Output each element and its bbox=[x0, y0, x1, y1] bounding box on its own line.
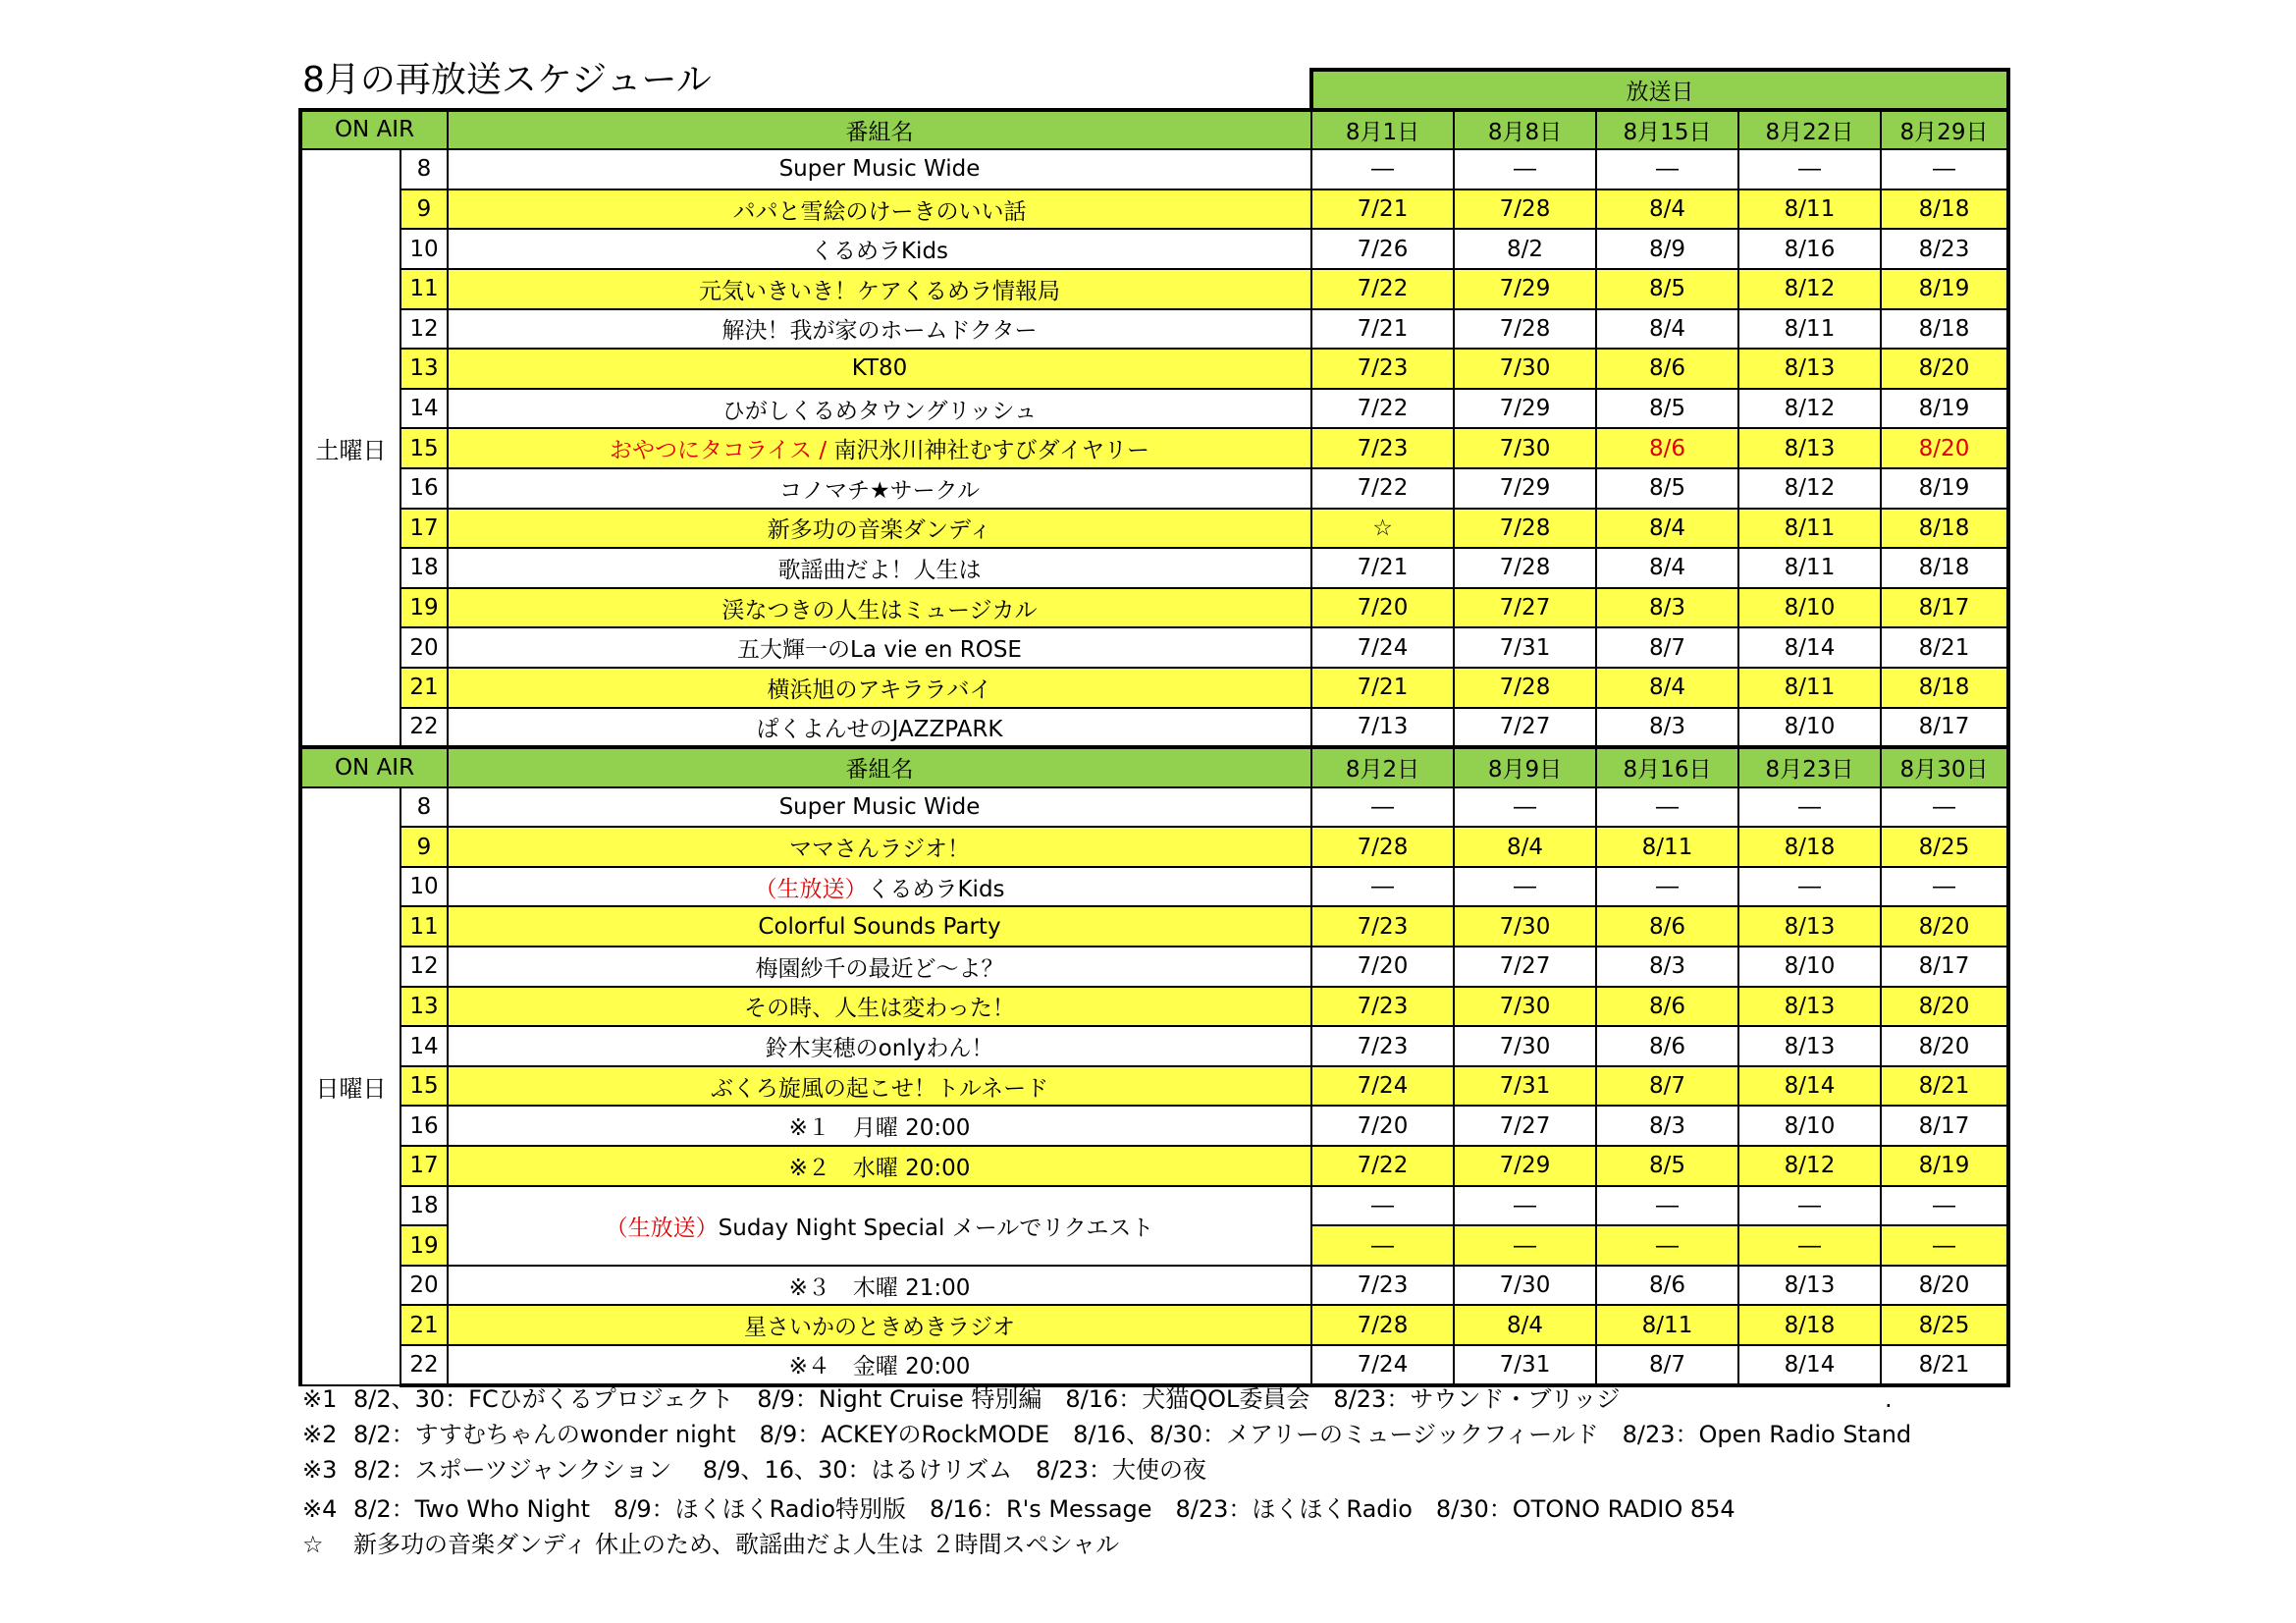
hour-cell: 19 bbox=[400, 1225, 448, 1266]
date-cell: 8/5 bbox=[1596, 468, 1738, 509]
program-name: 五大輝一のLa vie en ROSE bbox=[737, 637, 1022, 664]
date-cell: 7/21 bbox=[1311, 309, 1454, 350]
date-cell: ― bbox=[1738, 787, 1881, 828]
date-cell: ― bbox=[1881, 787, 2008, 828]
hour-cell: 15 bbox=[400, 1066, 448, 1107]
date-cell: 7/22 bbox=[1311, 468, 1454, 509]
on-air-header: ON AIR bbox=[300, 747, 448, 787]
program-cell bbox=[448, 1066, 1311, 1107]
footnote-line bbox=[302, 1492, 1735, 1526]
program-name: 横浜旭のアキララバイ bbox=[767, 676, 992, 703]
date-cell: 8/18 bbox=[1738, 1305, 1881, 1345]
date-cell: 8/13 bbox=[1738, 906, 1881, 947]
date-cell: 7/20 bbox=[1311, 1106, 1454, 1146]
program-cell bbox=[448, 787, 1311, 828]
date-cell: 7/29 bbox=[1454, 468, 1596, 509]
date-cell: 7/21 bbox=[1311, 668, 1454, 708]
date-cell: 8/13 bbox=[1738, 428, 1881, 468]
date-cell: 8/20 bbox=[1881, 906, 2008, 947]
date-cell: 8/11 bbox=[1738, 509, 1881, 549]
date-cell: 8/6 bbox=[1596, 1026, 1738, 1066]
footnote-text: 8/2：すすむちゃんのwonder night 8/9：ACKEYのRockMODE 8/16、8/30：メアリーのミュージックフィールド 8/23：Open Radio Stand bbox=[353, 1421, 1912, 1448]
date-cell: ― bbox=[1738, 1225, 1881, 1266]
date-cell: 8/12 bbox=[1738, 389, 1881, 429]
footnote-line bbox=[302, 1528, 1119, 1561]
date-cell: 8/6 bbox=[1596, 987, 1738, 1027]
date-header: 8月15日 bbox=[1596, 110, 1738, 150]
date-cell: 8/21 bbox=[1881, 627, 2008, 668]
program-name: ※３ 木曜 21:00 bbox=[788, 1274, 971, 1301]
date-cell: 7/30 bbox=[1454, 906, 1596, 947]
date-cell: 8/6 bbox=[1596, 428, 1738, 468]
date-cell: ― bbox=[1738, 149, 1881, 189]
date-cell: ― bbox=[1596, 787, 1738, 828]
date-cell: 7/22 bbox=[1311, 1146, 1454, 1186]
hour-cell: 18 bbox=[400, 1186, 448, 1226]
date-cell: 7/26 bbox=[1311, 229, 1454, 269]
hour-cell: 9 bbox=[400, 189, 448, 230]
date-cell: 8/9 bbox=[1596, 229, 1738, 269]
date-cell: 8/10 bbox=[1738, 588, 1881, 628]
date-cell: ― bbox=[1881, 867, 2008, 907]
program-name: 星さいかのときめきラジオ bbox=[744, 1315, 1015, 1341]
date-cell: 7/23 bbox=[1311, 1026, 1454, 1066]
date-cell: 7/24 bbox=[1311, 1066, 1454, 1107]
program-cell bbox=[448, 189, 1311, 230]
hour-cell: 16 bbox=[400, 1106, 448, 1146]
date-cell: 7/22 bbox=[1311, 269, 1454, 309]
program-cell bbox=[448, 588, 1311, 628]
date-cell: ― bbox=[1454, 149, 1596, 189]
date-cell: 8/21 bbox=[1881, 1066, 2008, 1107]
hour-cell: 22 bbox=[400, 1345, 448, 1385]
date-cell: 7/27 bbox=[1454, 1106, 1596, 1146]
program-cell bbox=[448, 1026, 1311, 1066]
program-name: くるめラKids bbox=[810, 239, 949, 265]
date-cell: ― bbox=[1881, 1186, 2008, 1226]
date-header: 8月29日 bbox=[1881, 110, 2008, 150]
broadcast-date-header: 放送日 bbox=[1311, 70, 2008, 110]
date-cell: ― bbox=[1738, 1186, 1881, 1226]
date-cell: 8/25 bbox=[1881, 827, 2008, 867]
program-cell bbox=[448, 1106, 1311, 1146]
header-spacer bbox=[300, 70, 1311, 110]
date-cell: 8/7 bbox=[1596, 627, 1738, 668]
program-cell bbox=[448, 468, 1311, 509]
hour-cell: 8 bbox=[400, 149, 448, 189]
program-cell bbox=[448, 627, 1311, 668]
footnote-dot: . bbox=[1885, 1385, 1893, 1413]
date-cell: 7/29 bbox=[1454, 1146, 1596, 1186]
date-cell: 8/3 bbox=[1596, 588, 1738, 628]
program-header: 番組名 bbox=[448, 110, 1311, 150]
date-cell: 8/4 bbox=[1596, 509, 1738, 549]
day-label: 日曜日 bbox=[300, 787, 400, 1385]
program-cell bbox=[448, 668, 1311, 708]
date-cell: 8/20 bbox=[1881, 1266, 2008, 1306]
date-cell: 8/13 bbox=[1738, 1026, 1881, 1066]
date-header: 8月2日 bbox=[1311, 747, 1454, 787]
hour-cell: 17 bbox=[400, 509, 448, 549]
day-label: 土曜日 bbox=[300, 149, 400, 747]
program-cell bbox=[448, 269, 1311, 309]
hour-cell: 17 bbox=[400, 1146, 448, 1186]
footnote-line bbox=[302, 1453, 1206, 1487]
date-cell: 7/29 bbox=[1454, 389, 1596, 429]
program-name: Suday Night Special メールでリクエスト bbox=[718, 1215, 1154, 1241]
date-cell: ― bbox=[1454, 867, 1596, 907]
date-cell: 8/16 bbox=[1738, 229, 1881, 269]
date-cell: 8/11 bbox=[1738, 548, 1881, 588]
program-name: 新多功の音楽ダンディ bbox=[767, 517, 992, 544]
footnote-mark: ※1 bbox=[302, 1385, 338, 1413]
date-cell: 7/31 bbox=[1454, 1345, 1596, 1385]
date-header: 8月1日 bbox=[1311, 110, 1454, 150]
hour-cell: 21 bbox=[400, 1305, 448, 1345]
date-cell: 8/2 bbox=[1454, 229, 1596, 269]
program-name: くるめラKids bbox=[867, 876, 1005, 902]
program-name: 渓なつきの人生はミュージカル bbox=[721, 597, 1038, 623]
date-cell: 8/6 bbox=[1596, 1266, 1738, 1306]
date-cell: 8/11 bbox=[1596, 1305, 1738, 1345]
date-cell: 8/20 bbox=[1881, 349, 2008, 389]
date-cell: 8/25 bbox=[1881, 1305, 2008, 1345]
date-cell: 8/5 bbox=[1596, 1146, 1738, 1186]
date-cell: 8/19 bbox=[1881, 269, 2008, 309]
date-cell: 8/12 bbox=[1738, 1146, 1881, 1186]
program-name: コノマチ★サークル bbox=[779, 477, 980, 504]
date-cell: 8/10 bbox=[1738, 947, 1881, 987]
date-cell: 7/28 bbox=[1454, 309, 1596, 350]
hour-cell: 15 bbox=[400, 428, 448, 468]
footnote-line bbox=[302, 1418, 1911, 1451]
program-name: Colorful Sounds Party bbox=[758, 913, 1001, 940]
date-cell: 8/7 bbox=[1596, 1066, 1738, 1107]
footnote-mark: ※3 bbox=[302, 1456, 338, 1484]
date-cell: 8/20 bbox=[1881, 987, 2008, 1027]
date-cell: ― bbox=[1311, 1186, 1454, 1226]
program-name: ※２ 水曜 20:00 bbox=[788, 1155, 971, 1181]
date-cell: 8/20 bbox=[1881, 428, 2008, 468]
date-cell: 7/28 bbox=[1311, 827, 1454, 867]
date-header: 8月23日 bbox=[1738, 747, 1881, 787]
hour-cell: 10 bbox=[400, 867, 448, 907]
program-name: Super Music Wide bbox=[778, 793, 981, 820]
date-cell: 7/13 bbox=[1311, 708, 1454, 748]
date-cell: 7/20 bbox=[1311, 588, 1454, 628]
date-cell: ― bbox=[1454, 787, 1596, 828]
footnote-text: 8/2、30：FCひがくるプロジェクト 8/9：Night Cruise 特別編 8/16：犬猫QOL委員会 8/23：サウンド・ブリッジ bbox=[353, 1385, 1621, 1413]
program-cell bbox=[448, 947, 1311, 987]
date-cell: 8/4 bbox=[1596, 189, 1738, 230]
program-name: ぱくよんせのJAZZPARK bbox=[756, 716, 1003, 742]
date-cell: 8/12 bbox=[1738, 269, 1881, 309]
program-header: 番組名 bbox=[448, 747, 1311, 787]
date-cell: 7/23 bbox=[1311, 987, 1454, 1027]
date-cell: ― bbox=[1311, 1225, 1454, 1266]
date-cell: 7/30 bbox=[1454, 987, 1596, 1027]
date-cell: 8/18 bbox=[1881, 509, 2008, 549]
date-cell: ☆ bbox=[1311, 509, 1454, 549]
program-name: 解決！我が家のホームドクター bbox=[721, 318, 1038, 345]
date-cell: ― bbox=[1881, 149, 2008, 189]
date-cell: 8/18 bbox=[1881, 668, 2008, 708]
program-cell bbox=[448, 548, 1311, 588]
date-cell: 8/4 bbox=[1596, 668, 1738, 708]
footnote-text: 8/2：スポーツジャンクション 8/9、16、30：はるけリズム 8/23：大使の夜 bbox=[353, 1456, 1206, 1484]
date-cell: 8/17 bbox=[1881, 1106, 2008, 1146]
hour-cell: 21 bbox=[400, 668, 448, 708]
date-cell: 8/5 bbox=[1596, 269, 1738, 309]
program-cell bbox=[448, 1266, 1311, 1306]
hour-cell: 14 bbox=[400, 1026, 448, 1066]
date-cell: 8/23 bbox=[1881, 229, 2008, 269]
date-cell: 8/10 bbox=[1738, 708, 1881, 748]
date-cell: 7/23 bbox=[1311, 428, 1454, 468]
hour-cell: 16 bbox=[400, 468, 448, 509]
date-cell: ― bbox=[1454, 1186, 1596, 1226]
date-cell: 7/29 bbox=[1454, 269, 1596, 309]
hour-cell: 13 bbox=[400, 987, 448, 1027]
program-cell bbox=[448, 1305, 1311, 1345]
program-cell bbox=[448, 229, 1311, 269]
date-cell: 8/7 bbox=[1596, 1345, 1738, 1385]
program-cell bbox=[448, 349, 1311, 389]
date-cell: 8/17 bbox=[1881, 708, 2008, 748]
date-cell: 8/3 bbox=[1596, 708, 1738, 748]
hour-cell: 12 bbox=[400, 309, 448, 350]
date-cell: 7/21 bbox=[1311, 548, 1454, 588]
date-cell: 8/19 bbox=[1881, 389, 2008, 429]
program-cell bbox=[448, 1345, 1311, 1385]
date-cell: ― bbox=[1738, 867, 1881, 907]
date-cell: ― bbox=[1596, 867, 1738, 907]
program-name: 鈴木実穂のonlyわん！ bbox=[765, 1036, 994, 1062]
program-red-text: おやつにタコライス bbox=[609, 438, 813, 464]
date-cell: 8/6 bbox=[1596, 906, 1738, 947]
program-name: ひがしくるめタウングリッシュ bbox=[721, 398, 1038, 424]
hour-cell: 11 bbox=[400, 906, 448, 947]
hour-cell: 19 bbox=[400, 588, 448, 628]
date-cell: 7/30 bbox=[1454, 428, 1596, 468]
program-cell bbox=[448, 428, 1311, 468]
date-cell: 8/5 bbox=[1596, 389, 1738, 429]
program-name: パパと雪絵のけーきのいい話 bbox=[732, 198, 1027, 225]
date-cell: 7/27 bbox=[1454, 588, 1596, 628]
hour-cell: 14 bbox=[400, 389, 448, 429]
date-cell: 8/14 bbox=[1738, 1066, 1881, 1107]
footnote-text: 新多功の音楽ダンディ 休止のため、歌謡曲だよ人生は ２時間スペシャル bbox=[353, 1531, 1120, 1558]
hour-cell: 12 bbox=[400, 947, 448, 987]
date-cell: 8/4 bbox=[1454, 1305, 1596, 1345]
hour-cell: 18 bbox=[400, 548, 448, 588]
date-cell: 8/10 bbox=[1738, 1106, 1881, 1146]
date-cell: 7/27 bbox=[1454, 947, 1596, 987]
footnote-text: 8/2：Two Who Night 8/9：ほくほくRadio特別版 8/16：R's Message 8/23：ほくほくRadio 8/30：OTONO RADIO 854 bbox=[353, 1495, 1735, 1523]
date-cell: 7/31 bbox=[1454, 1066, 1596, 1107]
hour-cell: 20 bbox=[400, 627, 448, 668]
hour-cell: 8 bbox=[400, 787, 448, 828]
program-cell bbox=[448, 309, 1311, 350]
program-name: ※１ 月曜 20:00 bbox=[788, 1115, 971, 1142]
date-cell: 8/13 bbox=[1738, 987, 1881, 1027]
date-cell: ― bbox=[1881, 1225, 2008, 1266]
date-header: 8月16日 bbox=[1596, 747, 1738, 787]
date-header: 8月22日 bbox=[1738, 110, 1881, 150]
date-cell: 8/17 bbox=[1881, 947, 2008, 987]
date-cell: 7/23 bbox=[1311, 906, 1454, 947]
date-cell: 8/13 bbox=[1738, 1266, 1881, 1306]
date-header: 8月8日 bbox=[1454, 110, 1596, 150]
date-cell: 8/13 bbox=[1738, 349, 1881, 389]
date-cell: 7/20 bbox=[1311, 947, 1454, 987]
date-cell: ― bbox=[1596, 1186, 1738, 1226]
date-cell: 8/4 bbox=[1596, 548, 1738, 588]
date-cell: ― bbox=[1311, 787, 1454, 828]
hour-cell: 10 bbox=[400, 229, 448, 269]
date-cell: 7/30 bbox=[1454, 1266, 1596, 1306]
date-cell: 7/28 bbox=[1454, 189, 1596, 230]
hour-cell: 20 bbox=[400, 1266, 448, 1306]
date-cell: 7/31 bbox=[1454, 627, 1596, 668]
date-cell: ― bbox=[1311, 867, 1454, 907]
program-cell bbox=[448, 708, 1311, 748]
date-cell: ― bbox=[1596, 149, 1738, 189]
program-cell bbox=[448, 509, 1311, 549]
date-cell: 7/30 bbox=[1454, 349, 1596, 389]
date-cell: 8/12 bbox=[1738, 468, 1881, 509]
date-cell: 8/11 bbox=[1596, 827, 1738, 867]
date-cell: 8/17 bbox=[1881, 588, 2008, 628]
program-name: 南沢氷川神社むすびダイヤリー bbox=[833, 438, 1149, 464]
program-cell bbox=[448, 389, 1311, 429]
date-cell: 7/23 bbox=[1311, 1266, 1454, 1306]
program-cell bbox=[448, 987, 1311, 1027]
date-cell: 7/30 bbox=[1454, 1026, 1596, 1066]
date-cell: 7/28 bbox=[1311, 1305, 1454, 1345]
date-cell: ― bbox=[1596, 1225, 1738, 1266]
date-cell: 8/4 bbox=[1454, 827, 1596, 867]
date-cell: 7/24 bbox=[1311, 627, 1454, 668]
date-cell: 8/11 bbox=[1738, 189, 1881, 230]
date-cell: 8/18 bbox=[1738, 827, 1881, 867]
date-cell: 8/18 bbox=[1881, 309, 2008, 350]
date-cell: 7/28 bbox=[1454, 509, 1596, 549]
program-name: 梅園紗千の最近ど～よ？ bbox=[755, 955, 1004, 982]
date-cell: 7/27 bbox=[1454, 708, 1596, 748]
hour-cell: 13 bbox=[400, 349, 448, 389]
footnote-mark: ☆ bbox=[302, 1531, 324, 1558]
footnote-line bbox=[302, 1382, 1620, 1416]
date-cell: 8/11 bbox=[1738, 668, 1881, 708]
date-cell: 8/19 bbox=[1881, 468, 2008, 509]
on-air-header: ON AIR bbox=[300, 110, 448, 150]
program-name: KT80 bbox=[851, 355, 908, 382]
program-name: 元気いきいき！ケアくるめラ情報局 bbox=[699, 278, 1060, 304]
program-name: ママさんラジオ！ bbox=[789, 837, 970, 863]
program-name: Super Music Wide bbox=[778, 156, 981, 183]
date-cell: 8/18 bbox=[1881, 189, 2008, 230]
date-cell: 8/14 bbox=[1738, 1345, 1881, 1385]
schedule-table bbox=[298, 68, 2010, 1387]
date-cell: ― bbox=[1454, 1225, 1596, 1266]
footnote-mark: ※2 bbox=[302, 1421, 338, 1448]
date-cell: 8/18 bbox=[1881, 548, 2008, 588]
page-title: 8月の再放送スケジュール bbox=[302, 60, 712, 100]
hour-cell: 9 bbox=[400, 827, 448, 867]
date-cell: 8/3 bbox=[1596, 1106, 1738, 1146]
date-cell: 8/6 bbox=[1596, 349, 1738, 389]
date-cell: 7/28 bbox=[1454, 668, 1596, 708]
program-cell bbox=[448, 1146, 1311, 1186]
date-cell: 8/3 bbox=[1596, 947, 1738, 987]
footnote-mark: ※4 bbox=[302, 1495, 338, 1523]
program-cell bbox=[448, 827, 1311, 867]
program-cell bbox=[448, 149, 1311, 189]
program-cell bbox=[448, 906, 1311, 947]
date-cell: 7/21 bbox=[1311, 189, 1454, 230]
date-cell: 8/19 bbox=[1881, 1146, 2008, 1186]
program-red-text: （生放送） bbox=[754, 876, 868, 902]
program-cell bbox=[448, 1186, 1311, 1266]
date-cell: 8/11 bbox=[1738, 309, 1881, 350]
date-cell: 7/23 bbox=[1311, 349, 1454, 389]
date-cell: ― bbox=[1311, 149, 1454, 189]
date-cell: 8/4 bbox=[1596, 309, 1738, 350]
date-cell: 8/21 bbox=[1881, 1345, 2008, 1385]
date-header: 8月9日 bbox=[1454, 747, 1596, 787]
program-red-text: （生放送） bbox=[605, 1215, 719, 1241]
program-name: その時、人生は変わった！ bbox=[744, 996, 1015, 1022]
date-cell: 8/20 bbox=[1881, 1026, 2008, 1066]
date-cell: 7/28 bbox=[1454, 548, 1596, 588]
program-cell bbox=[448, 867, 1311, 907]
date-cell: 7/24 bbox=[1311, 1345, 1454, 1385]
date-cell: 7/22 bbox=[1311, 389, 1454, 429]
date-header: 8月30日 bbox=[1881, 747, 2008, 787]
program-name: 歌謡曲だよ！人生は bbox=[777, 557, 982, 583]
program-name: ぶくろ旋風の起こせ！トルネード bbox=[710, 1075, 1049, 1102]
date-cell: 8/14 bbox=[1738, 627, 1881, 668]
program-separator: / bbox=[812, 438, 834, 464]
program-name: ※４ 金曜 20:00 bbox=[788, 1354, 971, 1380]
hour-cell: 11 bbox=[400, 269, 448, 309]
hour-cell: 22 bbox=[400, 708, 448, 748]
